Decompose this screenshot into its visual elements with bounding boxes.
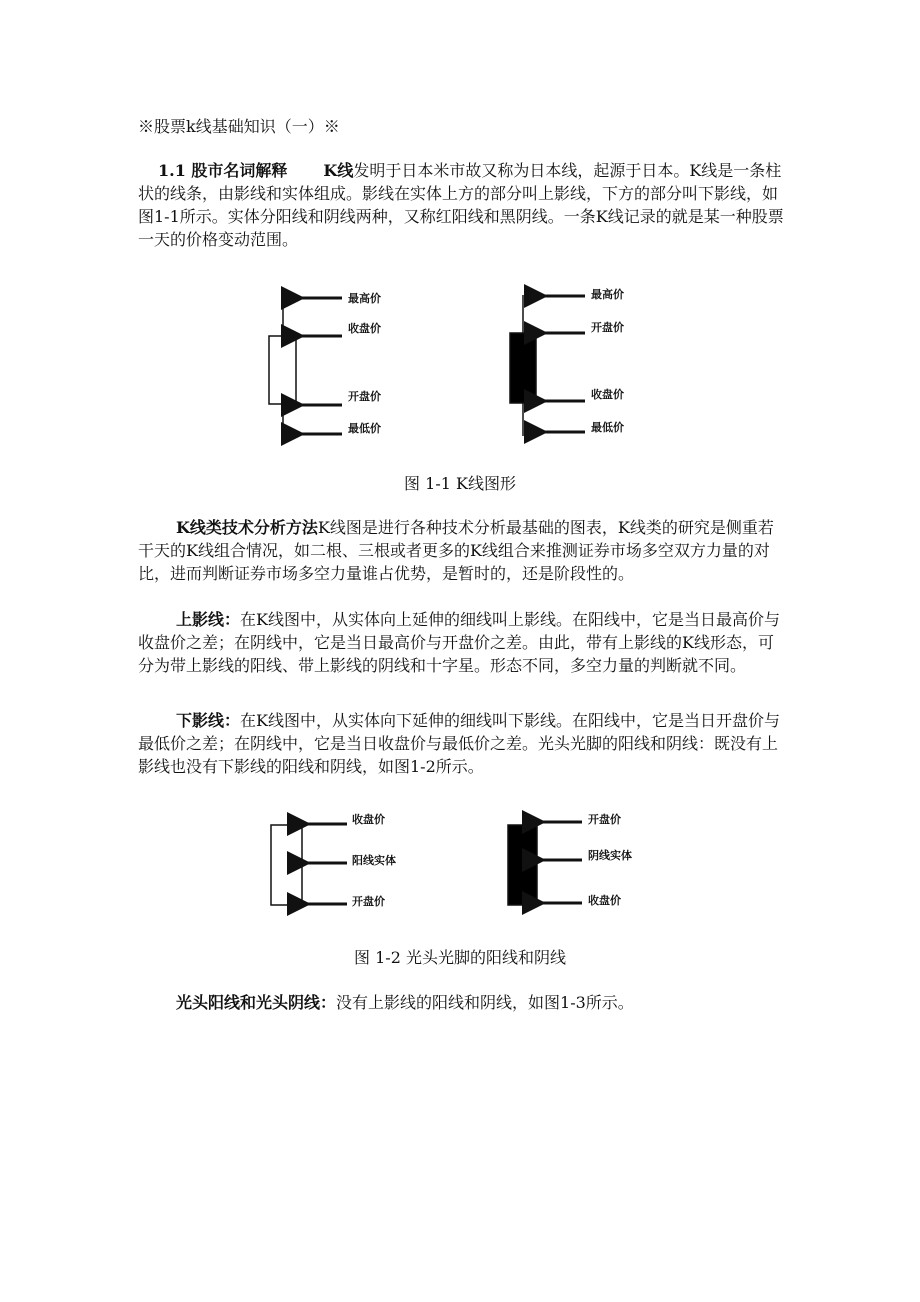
fig2-left-label: 收盘价: [352, 813, 385, 826]
fig1-left-label: 收盘价: [348, 322, 381, 335]
section-1-text: 发明于日本米市故又称为日本线，起源于日本。K线是一条柱状的线条，由影线和实体组成。影线在实体上方的部分叫上影线，下方的部分叫下影线，如图1-1所示。实体分阳线和阴线两种，又称红阳线和黑阴线。一条K线记录的就是某一种股票一天的价格变动范围。: [138, 161, 784, 249]
term: 上影线：: [176, 610, 241, 629]
section-heading: 1.1 股市名词解释: [158, 161, 288, 180]
figure-1-2: [271, 812, 632, 908]
left-arrows: [302, 298, 342, 434]
fig2-right-label: 开盘价: [588, 813, 621, 826]
paragraph-text: K线图是进行各种技术分析最基础的图表，K线类的研究是侧重若干天的K线组合情况，如二根、三根或者更多的K线组合来推测证券市场多空双方力量的对比，进而判断证券市场多空力量谁占优势，是暂时的，还是阶段性的。: [138, 518, 774, 583]
paragraph-bald-candles: [138, 991, 784, 1014]
term: 光头阳线和光头阴线：: [176, 993, 337, 1012]
paragraph-upper-shadow: [138, 608, 784, 677]
paragraph-text: 在K线图中，从实体向上延伸的细线叫上影线。在阳线中，它是当日最高价与收盘价之差；在阴线中，它是当日最高价与开盘价之差。由此，带有上影线的K线形态，可分为带上影线的阳线、带上影线的阴线和十字星。形态不同，多空力量的判断就不同。: [138, 610, 780, 675]
fig1-left-label: 最高价: [348, 292, 381, 305]
fig1-right-label: 开盘价: [591, 321, 624, 334]
paragraph-analysis: [138, 516, 784, 585]
fig1-left-label: 最低价: [348, 422, 381, 435]
term: K线类技术分析方法: [176, 518, 318, 537]
paragraph-text: 在K线图中，从实体向下延伸的细线叫下影线。在阳线中，它是当日开盘价与最低价之差；在阴线中，它是当日收盘价与最低价之差。光头光脚的阳线和阴线：既没有上影线也没有下影线的阳线和阴线，如图1-2所示。: [138, 711, 780, 776]
fig1-left-label: 开盘价: [348, 390, 381, 403]
yang-body: [271, 825, 302, 905]
yin-body: [508, 825, 537, 905]
right-arrows: [545, 296, 585, 432]
page-title: ※股票k线基础知识（一）※: [138, 117, 340, 136]
figure-1-2-caption: 图 1-2 光头光脚的阳线和阴线: [354, 948, 566, 967]
fig1-right-label: 最高价: [591, 288, 624, 301]
fig2-right-label: 收盘价: [588, 894, 621, 907]
figure-1-1-caption: 图 1-1 K线图形: [404, 474, 516, 493]
term-kline: K线: [323, 161, 354, 180]
term: 下影线：: [176, 711, 241, 730]
paragraph-text: 没有上影线的阳线和阴线，如图1-3所示。: [336, 993, 634, 1012]
fig1-right-label: 最低价: [591, 421, 624, 434]
fig1-right-label: 收盘价: [591, 388, 624, 401]
yang-candle: [269, 300, 296, 437]
fig2-left-label: 阳线实体: [352, 854, 396, 867]
paragraph-lower-shadow: [138, 709, 784, 778]
fig2-right-label: 阴线实体: [588, 849, 632, 862]
fig2-left-label: 开盘价: [352, 895, 385, 908]
yin-candle: [510, 295, 536, 436]
